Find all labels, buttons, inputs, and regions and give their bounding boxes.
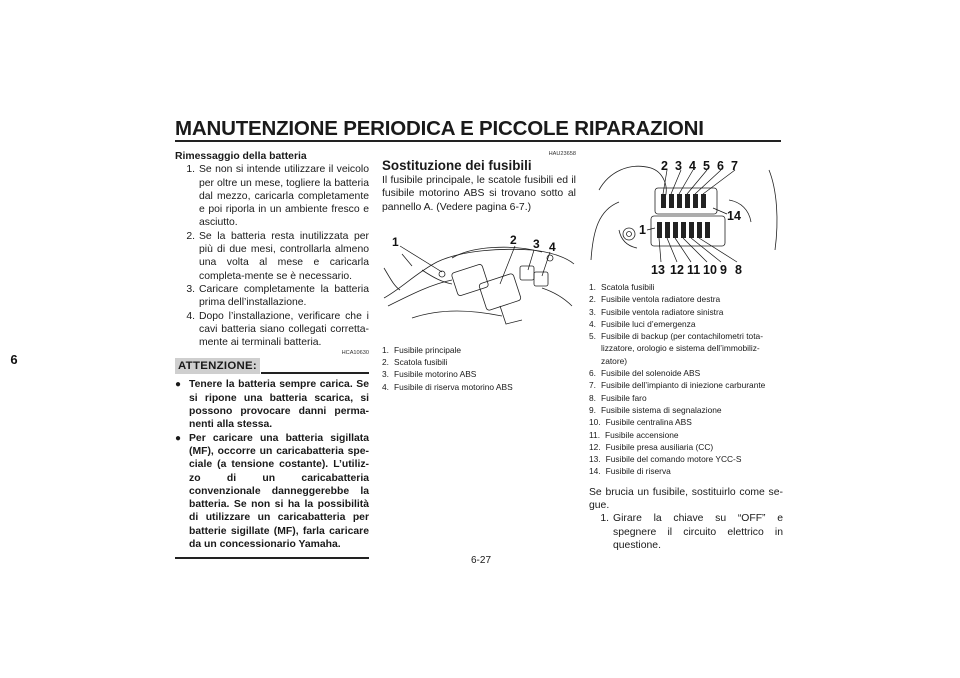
fuse-box-captions — [589, 281, 783, 478]
caption-text: Fusibile ventola radiatore destra — [601, 294, 721, 305]
caption-item — [589, 281, 783, 293]
page-header-title: MANUTENZIONE PERIODICA E PICCOLE RIPARAZIONI — [175, 117, 704, 140]
caption-number: 1. — [382, 344, 389, 355]
figure-callout: 8 — [735, 263, 742, 276]
caption-text: Fusibile dell’impianto di iniezione carburante — [601, 380, 766, 391]
caption-item — [589, 416, 783, 428]
page-number: 6-27 — [471, 555, 492, 566]
caption-number: 4. — [382, 381, 389, 392]
caption-item — [589, 293, 783, 305]
caption-number: 3. — [589, 306, 596, 317]
fuse-location-drawing — [382, 228, 576, 330]
caption-item — [589, 404, 783, 416]
figure-callout: 13 — [651, 263, 665, 276]
figure-callout: 3 — [675, 159, 682, 173]
caption-number: 2. — [589, 294, 596, 305]
attention-bullet — [175, 378, 369, 431]
caption-item — [382, 356, 576, 368]
caption-text: Fusibile del comando motore YCC-S — [605, 454, 742, 465]
caption-text: Fusibile ventola radiatore sinistra — [601, 306, 724, 317]
caption-item — [589, 441, 783, 453]
caption-number: 14. — [589, 466, 601, 477]
figure-callout: 7 — [731, 159, 738, 173]
replace-fuse-steps — [589, 512, 783, 552]
figure-callout: 4 — [689, 159, 696, 173]
step-number: 4. — [186, 310, 195, 322]
figure-callout: 6 — [717, 159, 724, 173]
left-column — [175, 150, 369, 559]
battery-storage-steps — [175, 163, 369, 349]
caption-item — [589, 318, 783, 330]
battery-storage-heading: Rimessaggio della batteria — [175, 151, 307, 162]
caption-item — [589, 392, 783, 404]
caption-number: 13. — [589, 454, 601, 465]
figure-callout: 1 — [639, 223, 646, 237]
replace-fuse-intro: Se brucia un fusibile, sostituirlo come se-gue. — [589, 486, 783, 512]
step-text: Se non si intende utilizzare il veicolo per oltre un mese, togliere la batteria dal mezzo, caricarla completamente e poi riporla in un ambiente fresco e asciutto. — [199, 164, 369, 229]
attention-rule — [261, 372, 369, 373]
caption-item — [589, 306, 783, 318]
figure-callout: 1 — [392, 234, 399, 249]
figure-callout: 3 — [533, 236, 540, 251]
caption-item — [382, 381, 576, 393]
header-rule — [175, 140, 781, 142]
attention-text: Per caricare una batteria sigillata (MF), occorre un caricabatteria spe-ciale (a tensione costante). L’utiliz-zo di un caricabatteria convenzionale danneggerebbe la batteria. Se non si ha la possibilità di utilizzare un caricabatteria per batterie sigillate (MF), farla caricare da un concessionario Yamaha. — [189, 432, 369, 551]
caption-text: Scatola fusibili — [601, 282, 655, 292]
figure-callout: 5 — [703, 159, 710, 173]
caption-item — [589, 379, 783, 391]
caption-number: 7. — [589, 380, 596, 391]
fuse-location-figure — [382, 228, 576, 330]
bullet-dot-icon: ● — [175, 432, 182, 444]
caption-number: 3. — [382, 369, 389, 380]
caption-text: Fusibile di riserva — [605, 466, 671, 477]
attention-bar — [175, 358, 369, 374]
attention-code: HCA10630 — [341, 350, 369, 357]
step-item — [175, 230, 369, 283]
caption-number: 8. — [589, 392, 596, 403]
fuse-box-figure — [589, 150, 783, 276]
caption-item — [589, 429, 783, 441]
figure-callout: 10 — [703, 263, 717, 276]
step-item — [589, 512, 783, 552]
attention-label: ATTENZIONE: — [175, 358, 260, 374]
attention-text: Tenere la batteria sempre carica. Se si ripone una batteria scarica, si possono provocare danni perma-nenti alla stessa. — [189, 379, 369, 431]
caption-number: 2. — [382, 357, 389, 368]
caption-item — [589, 465, 783, 477]
caption-text: Fusibile principale — [394, 344, 462, 355]
attention-end-rule — [175, 557, 369, 558]
caption-text: Fusibile sistema di segnalazione — [601, 404, 722, 415]
caption-number: 4. — [589, 318, 596, 329]
figure-callout: 2 — [661, 159, 668, 173]
caption-text: Fusibile luci d’emergenza — [601, 318, 696, 329]
figure-callout: 4 — [549, 239, 556, 254]
bullet-dot-icon: ● — [175, 379, 182, 391]
step-number: 1. — [600, 513, 609, 525]
caption-text: Scatola fusibili — [394, 357, 448, 368]
caption-text: Fusibile di riserva motorino ABS — [394, 381, 513, 392]
section-title: Sostituzione dei fusibili — [382, 158, 532, 173]
figure-callout: 14 — [727, 209, 741, 223]
caption-number: 10. — [589, 417, 601, 428]
caption-text: Fusibile accensione — [605, 429, 679, 440]
caption-item — [589, 330, 783, 367]
figure-callout: 9 — [720, 263, 727, 276]
caption-text: Fusibile centralina ABS — [605, 417, 692, 428]
step-number: 1. — [186, 164, 195, 176]
caption-item — [382, 368, 576, 380]
attention-bullets — [175, 378, 369, 551]
figure-callout: 12 — [670, 263, 684, 276]
fuse-location-captions — [382, 344, 576, 393]
caption-number: 6. — [589, 368, 596, 379]
step-text: Se la batteria resta inutilizzata per più di due mesi, controllarla almeno una volta al mese e caricarla completa-mente se è necessario. — [199, 230, 369, 282]
step-item — [175, 163, 369, 229]
right-column — [589, 150, 783, 552]
middle-column — [382, 150, 576, 393]
figure-callout: 2 — [510, 232, 517, 247]
step-number: 3. — [186, 283, 195, 295]
caption-item — [382, 344, 576, 356]
step-text: Girare la chiave su “OFF” e spegnere il circuito elettrico in questione. — [613, 513, 783, 551]
attention-bullet — [175, 432, 369, 552]
fuse-box-drawing — [589, 150, 783, 276]
caption-number: 5. — [589, 331, 596, 342]
caption-text: Fusibile presa ausiliaria (CC) — [605, 441, 714, 452]
step-item — [175, 310, 369, 350]
caption-number: 9. — [589, 404, 596, 415]
caption-item — [589, 367, 783, 379]
caption-text: Fusibile faro — [601, 392, 647, 403]
step-text: Caricare completamente la batteria prima dell’installazione. — [199, 283, 369, 309]
chapter-tab: 6 — [10, 351, 18, 367]
caption-text: Fusibile di backup (per contachilometri tota-lizzatore, orologio e sistema dell’immobiliz-zatore) — [601, 331, 763, 366]
caption-text: Fusibile motorino ABS — [394, 369, 477, 380]
caption-number: 12. — [589, 441, 601, 452]
figure-callout: 11 — [687, 263, 701, 276]
caption-text: Fusibile del solenoide ABS — [601, 368, 701, 379]
caption-number: 1. — [589, 282, 596, 292]
step-text: Dopo l’installazione, verificare che i cavi batteria siano collegati corretta-mente ai terminali batteria. — [199, 310, 369, 349]
section-intro: Il fusibile principale, le scatole fusibili ed il fusibile motorino ABS si trovano sotto al pannello A. (Vedere pagina 6-7.) — [382, 175, 576, 213]
step-item — [175, 283, 369, 310]
caption-item — [589, 453, 783, 465]
step-number: 2. — [186, 230, 195, 242]
caption-number: 11. — [589, 429, 601, 440]
section-code: HAU23658 — [548, 151, 576, 157]
